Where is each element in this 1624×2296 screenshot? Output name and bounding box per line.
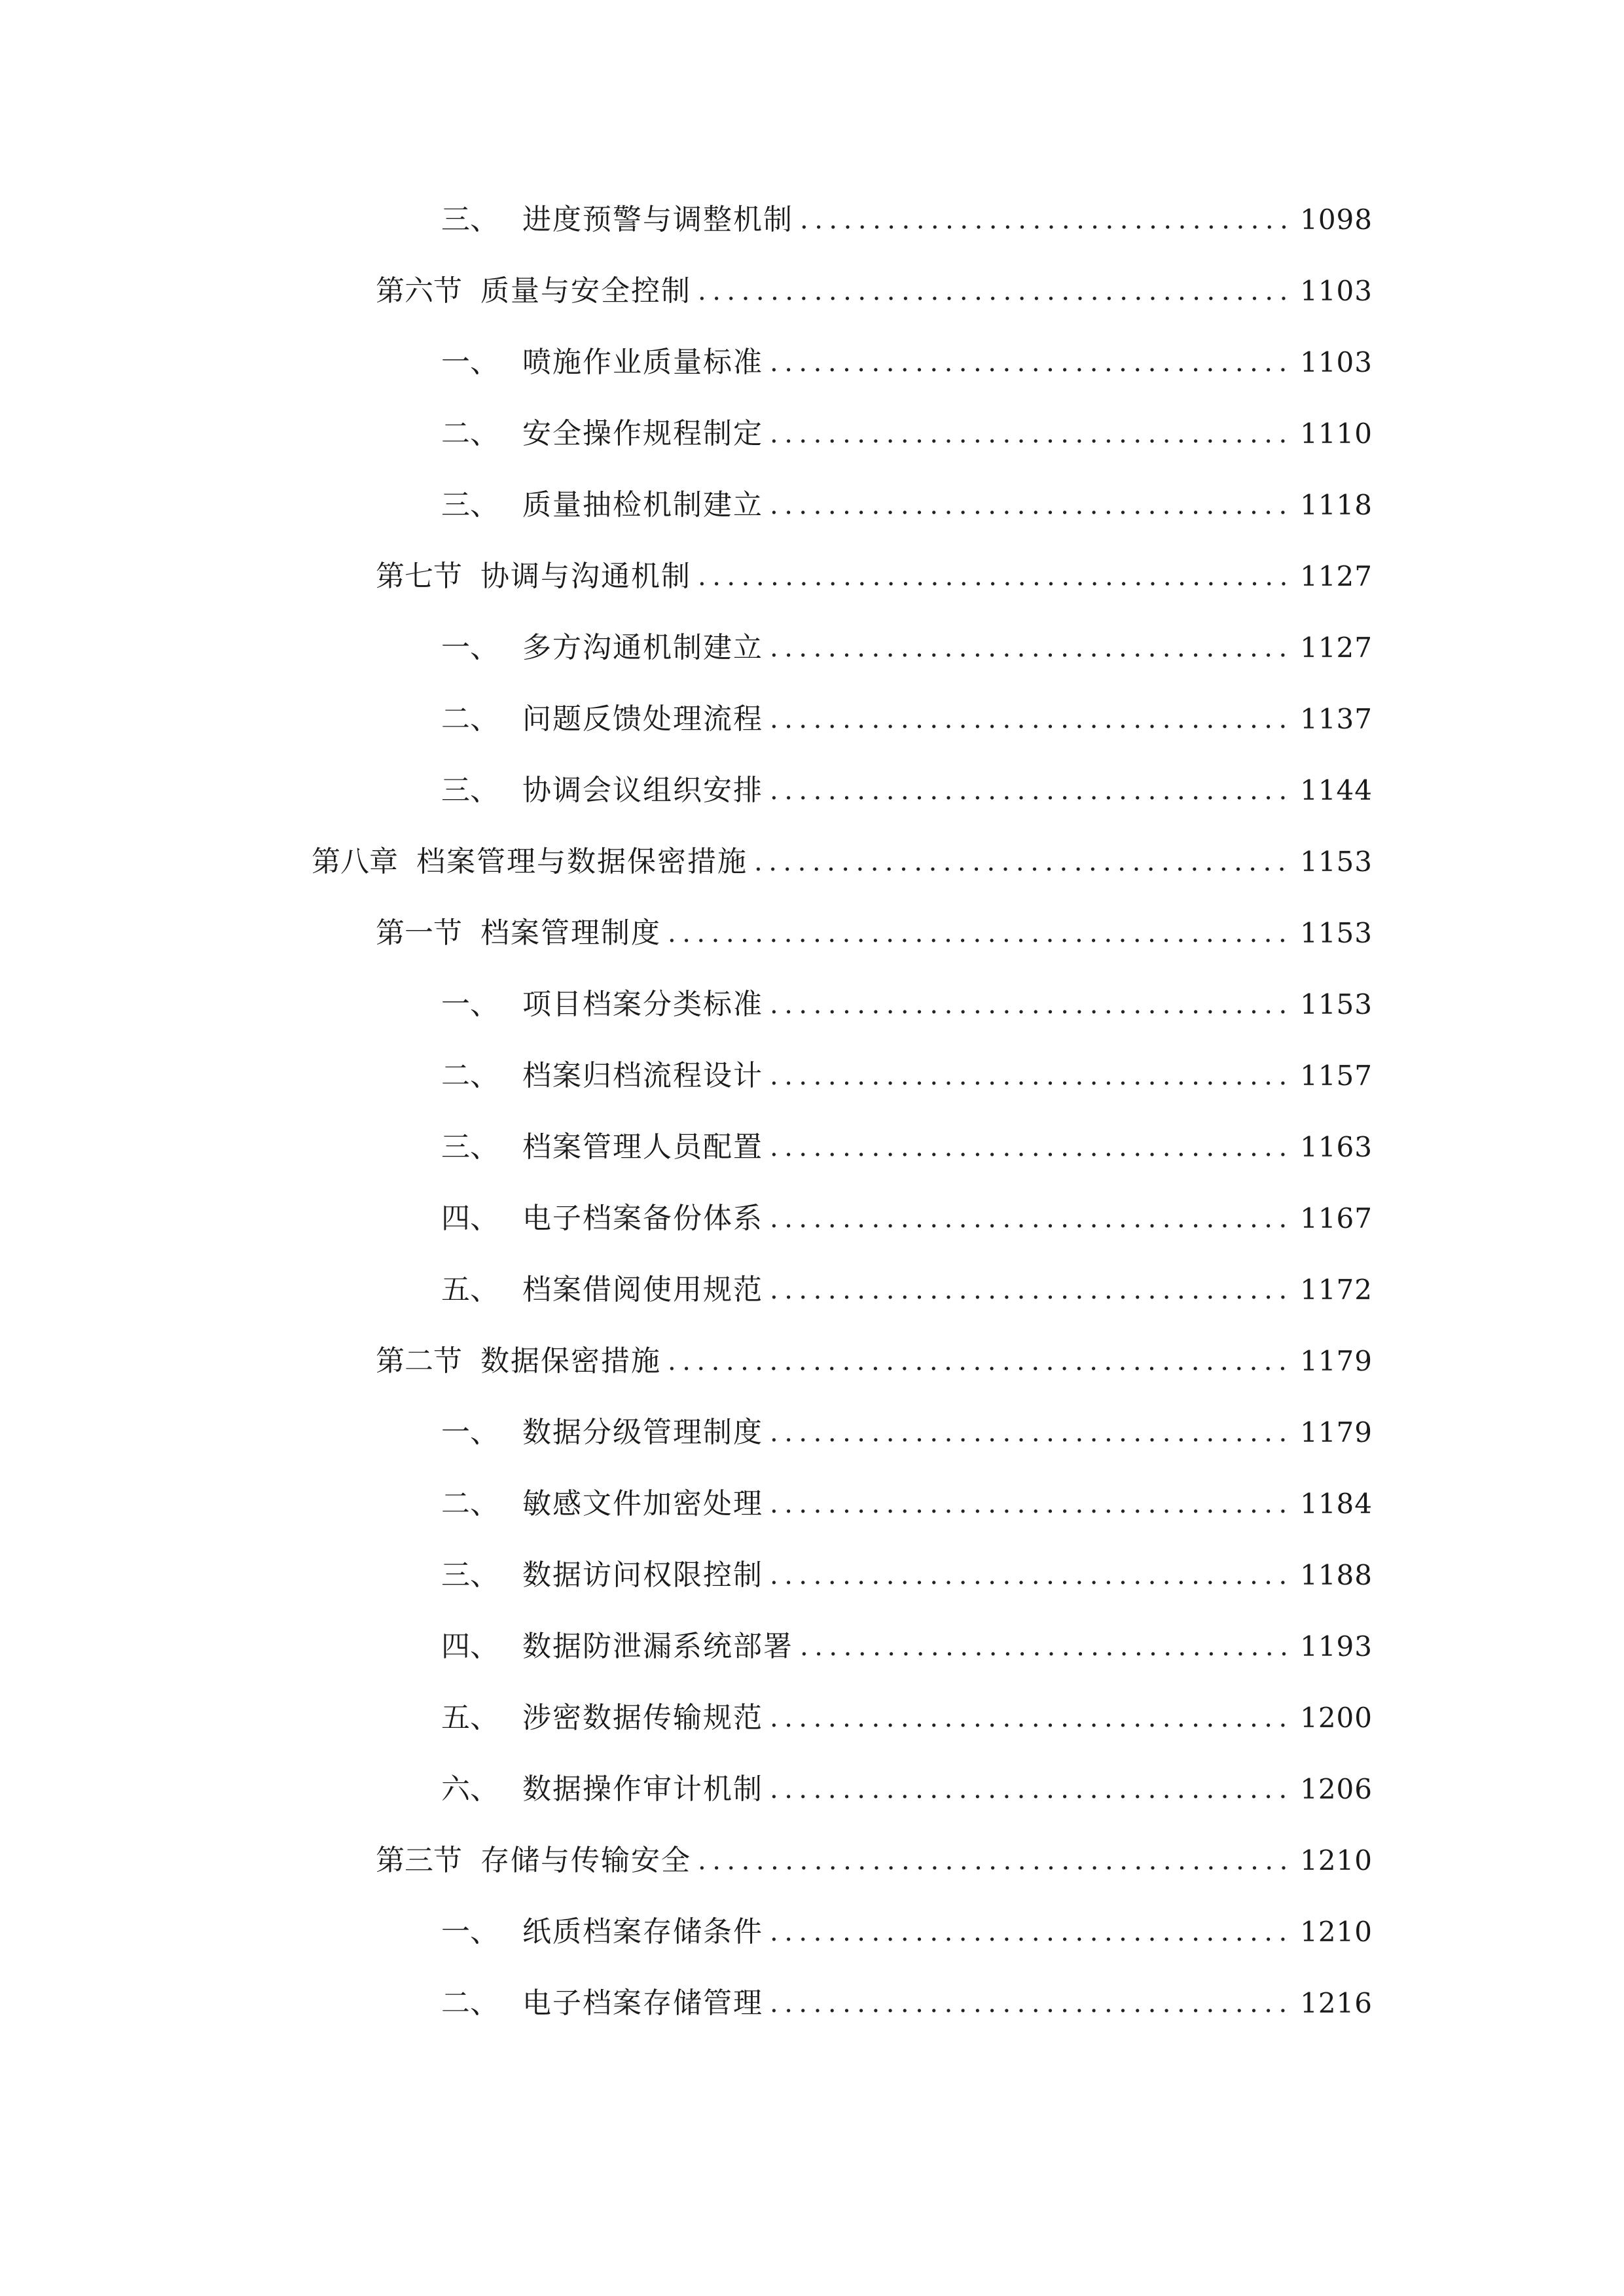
toc-entry-number: 第八章 [312, 845, 398, 878]
dot-leader [698, 1835, 1288, 1887]
toc-entry[interactable] [376, 907, 1373, 960]
toc-entry-title: 档案归档流程设计 [522, 1059, 763, 1092]
toc-entry-page: 1137 [1300, 703, 1373, 735]
toc-entry-title: 项目档案分类标准 [522, 988, 763, 1021]
toc-entry-page: 1172 [1300, 1274, 1373, 1306]
dot-leader [770, 978, 1288, 1031]
toc-entry[interactable] [441, 978, 1373, 1031]
toc-entry[interactable] [441, 1906, 1373, 1958]
toc-entry[interactable] [441, 336, 1373, 389]
dot-leader [770, 1692, 1288, 1744]
toc-entry[interactable] [441, 479, 1373, 531]
toc-entry-title: 进度预警与调整机制 [522, 203, 793, 236]
toc-entry-title: 质量抽检机制建立 [522, 488, 763, 522]
toc-entry-number: 二、 [441, 417, 499, 450]
toc-entry-number: 第六节 [376, 274, 462, 308]
toc-entry-page: 1103 [1300, 346, 1373, 378]
toc-entry-page: 1110 [1300, 418, 1373, 450]
toc-entry-page: 1153 [1300, 917, 1373, 949]
toc-entry[interactable] [441, 764, 1373, 817]
toc-entry-page: 1153 [1300, 988, 1373, 1020]
toc-entry-title: 多方沟通机制建立 [522, 631, 763, 664]
dot-leader [770, 1906, 1288, 1958]
toc-entry[interactable] [376, 265, 1373, 317]
dot-leader [770, 1050, 1288, 1102]
dot-leader [770, 622, 1288, 674]
toc-entry-number: 一、 [441, 1915, 499, 1948]
toc-entry-page: 1098 [1300, 204, 1373, 236]
toc-entry[interactable] [441, 1407, 1373, 1459]
toc-entry-page: 1210 [1300, 1844, 1373, 1876]
toc-entry-title: 喷施作业质量标准 [522, 346, 763, 379]
toc-entry-title: 数据操作审计机制 [522, 1772, 763, 1806]
dot-leader [770, 479, 1288, 531]
toc-entry-number: 第七节 [376, 560, 462, 593]
toc-entry-title: 档案管理制度 [480, 916, 661, 950]
toc-entry-number: 二、 [441, 1487, 499, 1520]
toc-entry-title: 协调与沟通机制 [480, 560, 691, 593]
toc-entry[interactable] [441, 1692, 1373, 1744]
toc-entry-number: 三、 [441, 203, 499, 236]
toc-entry-number: 三、 [441, 1558, 499, 1592]
toc-entry-page: 1153 [1300, 846, 1373, 878]
toc-entry-page: 1188 [1300, 1559, 1373, 1591]
dot-leader [770, 1407, 1288, 1459]
dot-leader [770, 1763, 1288, 1816]
dot-leader [770, 1977, 1288, 2030]
toc-entry-title: 协调会议组织安排 [522, 774, 763, 807]
toc-entry-number: 一、 [441, 346, 499, 379]
toc-entry-page: 1157 [1300, 1060, 1373, 1092]
toc-entry-number: 五、 [441, 1701, 499, 1734]
toc-entry-page: 1216 [1300, 1987, 1373, 2019]
toc-entry-title: 电子档案存储管理 [522, 1986, 763, 2020]
toc-entry-title: 档案管理与数据保密措施 [416, 845, 748, 878]
toc-entry[interactable] [441, 1121, 1373, 1174]
toc-entry-number: 四、 [441, 1630, 499, 1663]
dot-leader [698, 550, 1288, 603]
toc-entry[interactable] [441, 622, 1373, 674]
toc-entry-page: 1179 [1300, 1345, 1373, 1377]
toc-entry-number: 二、 [441, 702, 499, 736]
toc-entry[interactable] [441, 1549, 1373, 1602]
toc-entry[interactable] [441, 1050, 1373, 1102]
toc-entry[interactable] [441, 1763, 1373, 1816]
toc-entry-number: 第一节 [376, 916, 462, 950]
dot-leader [770, 1264, 1288, 1316]
dot-leader [754, 836, 1288, 888]
toc-entry-title: 档案管理人员配置 [522, 1130, 763, 1164]
dot-leader [770, 408, 1288, 460]
toc-entry[interactable] [441, 194, 1373, 246]
toc-entry-number: 一、 [441, 631, 499, 664]
toc-entry-number: 三、 [441, 1130, 499, 1164]
dot-leader [668, 1335, 1288, 1388]
toc-entry-title: 数据防泄漏系统部署 [522, 1630, 793, 1663]
dot-leader [800, 1621, 1288, 1673]
toc-entry-title: 质量与安全控制 [480, 274, 691, 308]
toc-entry[interactable] [376, 550, 1373, 603]
dot-leader [770, 693, 1288, 745]
toc-entry[interactable] [441, 1621, 1373, 1673]
toc-entry[interactable] [312, 836, 1373, 888]
toc-entry-title: 存储与传输安全 [480, 1844, 691, 1877]
toc-entry-number: 四、 [441, 1202, 499, 1235]
dot-leader [800, 194, 1288, 246]
toc-entry-title: 问题反馈处理流程 [522, 702, 763, 736]
toc-entry-page: 1127 [1300, 632, 1373, 664]
toc-entry-number: 二、 [441, 1059, 499, 1092]
dot-leader [770, 1478, 1288, 1530]
toc-entry-page: 1210 [1300, 1916, 1373, 1948]
toc-entry-page: 1103 [1300, 275, 1373, 307]
toc-entry[interactable] [441, 693, 1373, 745]
toc-entry-number: 一、 [441, 988, 499, 1021]
toc-entry-title: 安全操作规程制定 [522, 417, 763, 450]
toc-entry[interactable] [441, 1478, 1373, 1530]
toc-entry[interactable] [441, 1193, 1373, 1245]
toc-entry-title: 档案借阅使用规范 [522, 1273, 763, 1306]
toc-entry-page: 1184 [1300, 1488, 1373, 1520]
toc-entry[interactable] [376, 1835, 1373, 1887]
toc-entry-title: 数据保密措施 [480, 1344, 661, 1378]
toc-entry-title: 电子档案备份体系 [522, 1202, 763, 1235]
toc-entry[interactable] [441, 408, 1373, 460]
toc-entry-page: 1179 [1300, 1416, 1373, 1448]
toc-entry-page: 1144 [1300, 774, 1373, 806]
toc-entry-number: 三、 [441, 488, 499, 522]
toc-entry-page: 1118 [1300, 489, 1373, 521]
toc-entry-number: 二、 [441, 1986, 499, 2020]
dot-leader [770, 1121, 1288, 1174]
dot-leader [770, 1549, 1288, 1602]
toc-entry[interactable] [441, 1977, 1373, 2030]
toc-entry-page: 1127 [1300, 560, 1373, 592]
toc-entry-page: 1200 [1300, 1702, 1373, 1734]
dot-leader [770, 764, 1288, 817]
toc-entry[interactable] [376, 1335, 1373, 1388]
toc-entry-title: 数据访问权限控制 [522, 1558, 763, 1592]
toc-entry-page: 1193 [1300, 1630, 1373, 1662]
toc-entry-page: 1167 [1300, 1202, 1373, 1234]
dot-leader [770, 336, 1288, 389]
toc-entry-number: 六、 [441, 1772, 499, 1806]
toc-entry[interactable] [441, 1264, 1373, 1316]
dot-leader [668, 907, 1288, 960]
toc-entry-title: 纸质档案存储条件 [522, 1915, 763, 1948]
toc-entry-number: 五、 [441, 1273, 499, 1306]
toc-entry-title: 敏感文件加密处理 [522, 1487, 763, 1520]
toc-entry-number: 第三节 [376, 1844, 462, 1877]
toc-entry-number: 第二节 [376, 1344, 462, 1378]
toc-entry-number: 三、 [441, 774, 499, 807]
dot-leader [698, 265, 1288, 317]
toc-entry-number: 一、 [441, 1416, 499, 1449]
toc-entry-page: 1206 [1300, 1773, 1373, 1805]
dot-leader [770, 1193, 1288, 1245]
toc-entry-title: 数据分级管理制度 [522, 1416, 763, 1449]
toc-entry-title: 涉密数据传输规范 [522, 1701, 763, 1734]
toc-entry-page: 1163 [1300, 1131, 1373, 1163]
